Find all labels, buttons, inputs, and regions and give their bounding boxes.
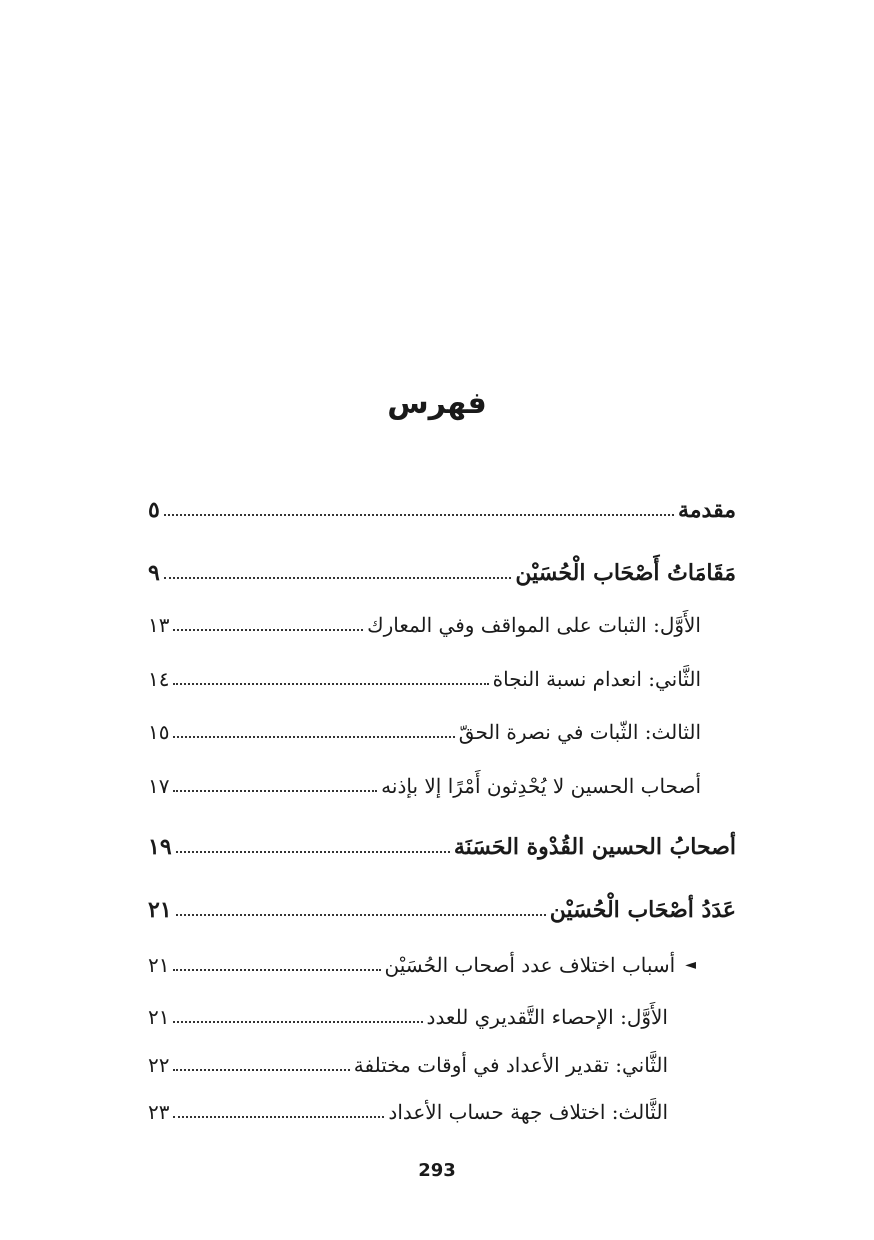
toc-entry — [148, 890, 736, 930]
toc-leader-dots — [173, 736, 454, 738]
toc-entry — [148, 766, 701, 806]
toc-leader-dots — [173, 790, 377, 792]
toc-entry-label: مَقَامَاتُ أَصْحَاب الْحُسَيْن — [515, 560, 736, 586]
toc-entry-label: عَدَدُ أصْحَاب الْحُسَيْن — [549, 897, 736, 923]
toc-leader-dots — [173, 629, 363, 631]
toc-entry-label: الأَوَّل: الثبات على المواقف وفي المعارك — [367, 613, 701, 637]
toc-leader-dots — [176, 914, 546, 916]
toc-page-number: ٩ — [148, 560, 160, 586]
toc-page-number: ١٩ — [148, 834, 172, 860]
toc-entry — [148, 712, 701, 752]
toc-entry — [148, 945, 696, 985]
toc-entry — [148, 553, 736, 593]
toc-entry — [148, 997, 668, 1037]
toc-entry-label: أصحاب الحسين لا يُحْدِثون أَمْرًا إلا بإذنه — [381, 774, 701, 798]
page-number: 293 — [418, 1160, 456, 1181]
toc-entry-label: الأَوَّل: الإحصاء التَّقديري للعدد — [426, 1005, 668, 1029]
toc-page-number: ٥ — [148, 497, 160, 523]
toc-entry-label: الثَّاني: انعدام نسبة النجاة — [492, 667, 701, 691]
toc-page-number: ١٣ — [148, 613, 170, 637]
toc-entry-label: مقدمة — [677, 497, 736, 523]
toc-entry-label: الثَّاني: تقدير الأعداد في أوقات مختلفة — [353, 1053, 668, 1077]
toc-entry — [148, 490, 736, 530]
toc-entry — [148, 659, 701, 699]
toc-leader-dots — [173, 1069, 349, 1071]
toc-page-number: ٢٢ — [148, 1053, 170, 1077]
toc-entry-label: الثالث: الثّبات في نصرة الحقّ — [458, 720, 701, 744]
toc-leader-dots — [164, 577, 512, 579]
toc-entry — [148, 605, 701, 645]
toc-leader-dots — [173, 683, 488, 685]
toc-leader-dots — [173, 1021, 422, 1023]
toc-entry — [148, 827, 736, 867]
toc-entry — [148, 1092, 668, 1132]
bullet-arrow-icon: ◄ — [685, 957, 696, 973]
toc-leader-dots — [173, 1116, 384, 1118]
toc-page-number: ١٥ — [148, 720, 170, 744]
toc-entry-label: أسباب اختلاف عدد أصحاب الحُسَيْن — [384, 953, 676, 977]
toc-page-number: ٢١ — [148, 953, 170, 977]
toc-page-number: ١٤ — [148, 667, 170, 691]
toc-leader-dots — [164, 514, 674, 516]
toc-page-number: ٢٣ — [148, 1100, 170, 1124]
page-title: فهرس — [387, 386, 487, 421]
toc-leader-dots — [176, 851, 450, 853]
toc-page-number: ٢١ — [148, 1005, 170, 1029]
toc-entry — [148, 1045, 668, 1085]
toc-entry-label: الثَّالث: اختلاف جهة حساب الأعداد — [388, 1100, 668, 1124]
toc-leader-dots — [173, 969, 380, 971]
toc-page-number: ١٧ — [148, 774, 170, 798]
toc-page-number: ٢١ — [148, 897, 172, 923]
toc-entry-label: أصحابُ الحسين القُدْوة الحَسَنَة — [453, 834, 736, 860]
